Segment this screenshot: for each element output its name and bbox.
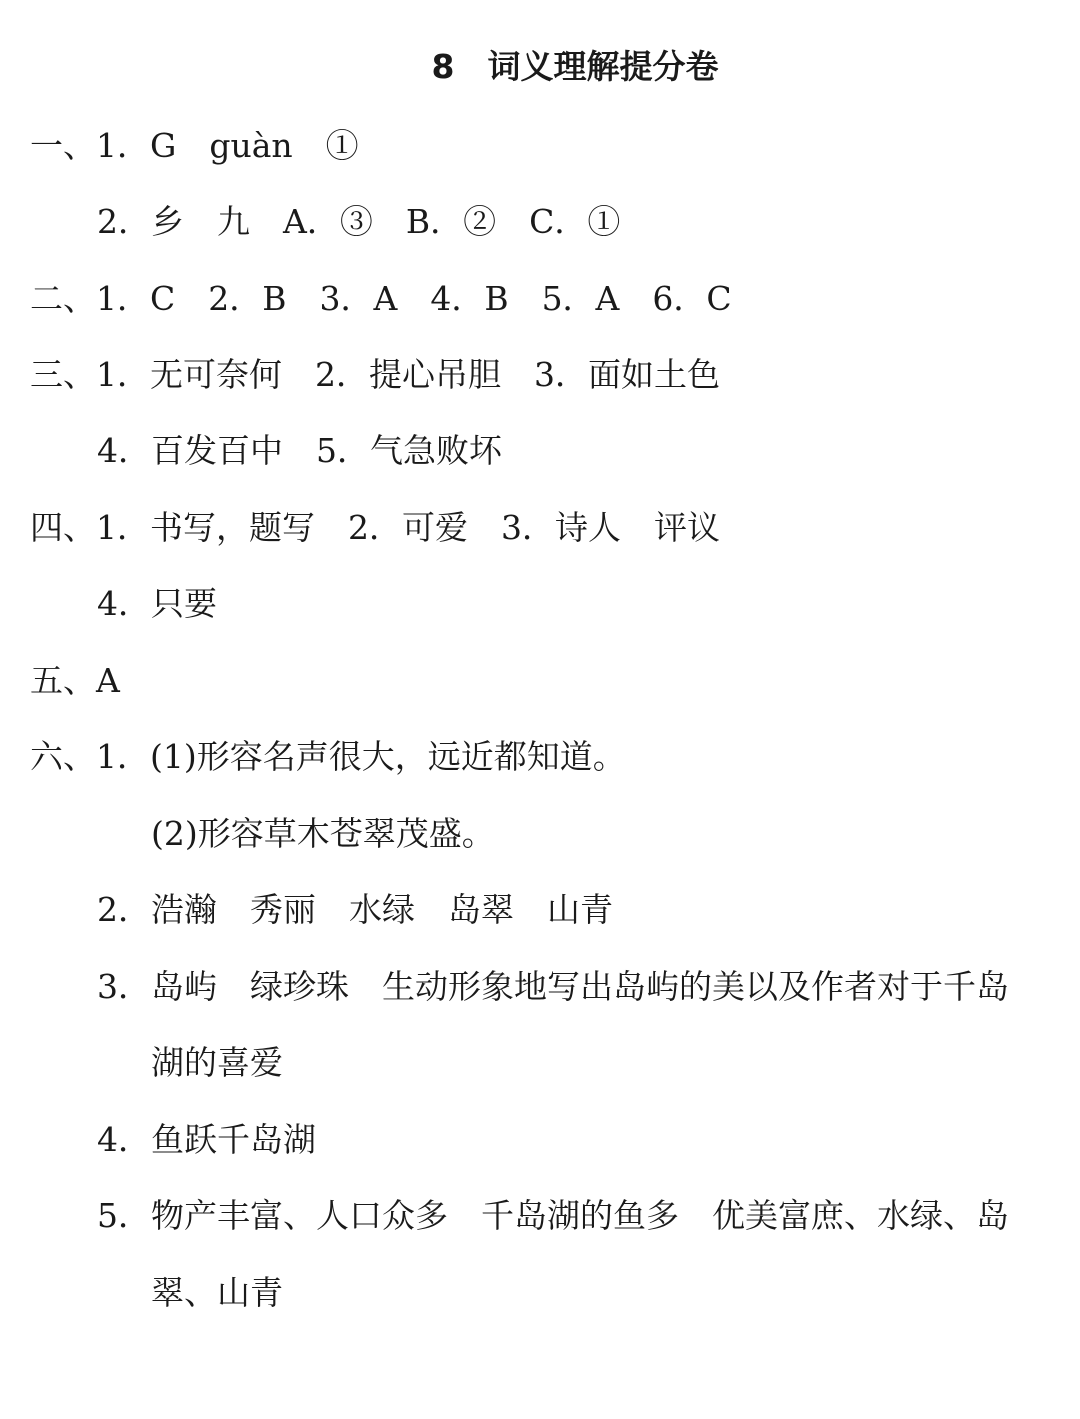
- section-2-answers: 二、1．C 2．B 3．A 4．B 5．A 6．C: [30, 279, 732, 318]
- section-1-item-2: 2．乡 九 A．③ B．② C．①: [97, 202, 621, 241]
- section-6-item-2: 2．浩瀚 秀丽 水绿 岛翠 山青: [97, 890, 613, 929]
- section-6-item-4: 4．鱼跃千岛湖: [97, 1120, 316, 1159]
- section-3-line-1: 三、1．无可奈何 2．提心吊胆 3．面如土色: [30, 355, 720, 394]
- section-4-line-1: 四、1．书写，题写 2．可爱 3．诗人 评议: [30, 508, 720, 547]
- section-3-line-2: 4．百发百中 5．气急败坏: [97, 431, 502, 470]
- section-6-item-1-part-1: 六、1．(1)形容名声很大，远近都知道。: [30, 737, 626, 776]
- section-1-item-1: 一、1．G guàn ①: [30, 126, 359, 165]
- section-4-line-2: 4．只要: [97, 584, 217, 623]
- section-6-item-1-part-2: (2)形容草木苍翠茂盛。: [151, 814, 495, 853]
- section-6-item-5: 5．物产丰富、人口众多 千岛湖的鱼多 优美富庶、水绿、岛: [97, 1196, 1009, 1235]
- section-6-item-3-cont: 湖的喜爱: [151, 1043, 283, 1082]
- section-5-answer: 五、A: [30, 661, 120, 700]
- section-6-item-3: 3．岛屿 绿珍珠 生动形象地写出岛屿的美以及作者对于千岛: [97, 967, 1009, 1006]
- page-title: 8 词义理解提分卷: [431, 47, 719, 86]
- section-6-item-5-cont: 翠、山青: [151, 1273, 283, 1312]
